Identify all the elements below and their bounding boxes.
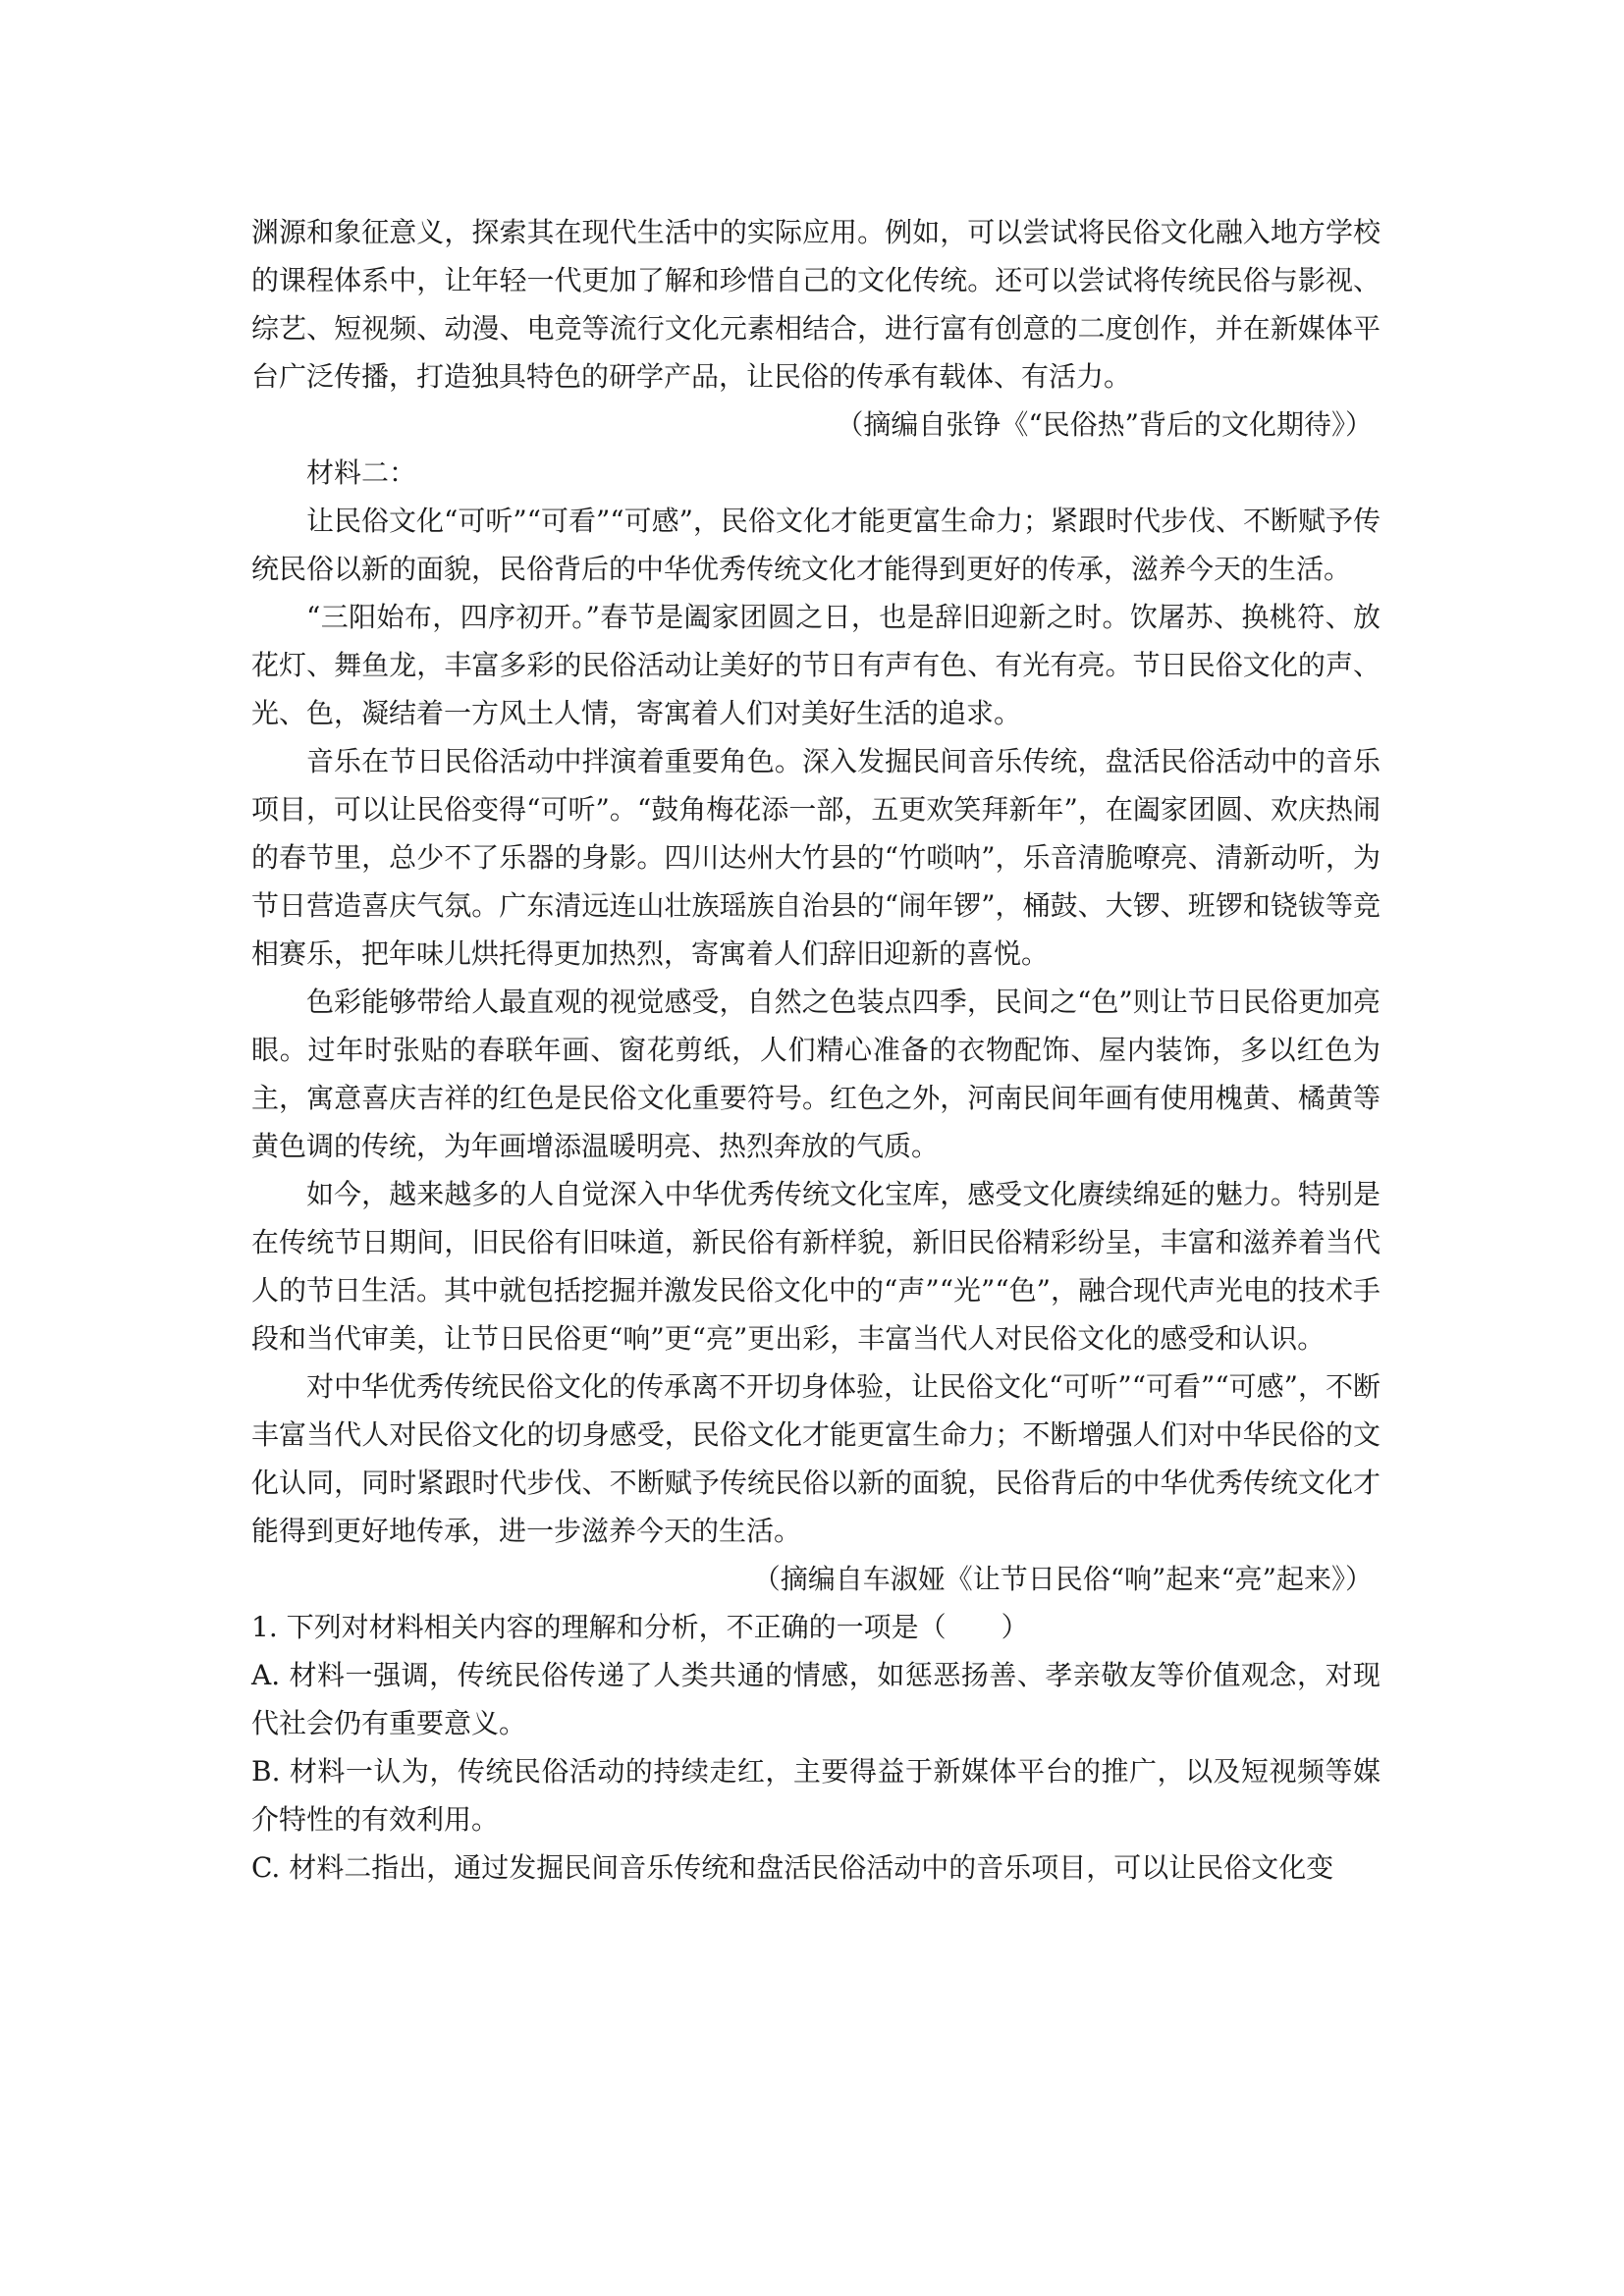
material2-paragraph: 音乐在节日民俗活动中拌演着重要角色。深入发掘民间音乐传统，盘活民俗活动中的音乐项目，可以让民俗变得“可听”。“鼓角梅花添一部，五更欢笑拜新年”，在阖家团圆、欢庆热闹的春节里，总少不了乐器的身影。四川达州大竹县的“竹唢呐”，乐音清脆嘹亮、清新动听，为节日营造喜庆气氛。广东清远连山壮族瑶族自治县的“闹年锣”，桶鼓、大锣、班锣和铙钹等竞相赛乐，把年味儿烘托得更加热烈，寄寓着人们辞旧迎新的喜悦。 xyxy=(251,745,1380,970)
material2-source: （摘编自车淑娅《让节日民俗“响”起来“亮”起来》） xyxy=(752,1563,1373,1595)
document-page xyxy=(251,208,1380,1892)
material1-source: （摘编自张铮《“民俗热”背后的文化期待》） xyxy=(836,408,1373,441)
question-1-option-c: C. 材料二指出，通过发掘民间音乐传统和盘活民俗活动中的音乐项目，可以让民俗文化变 xyxy=(251,1851,1334,1884)
question-1-option-b: B. 材料一认为，传统民俗活动的持续走红，主要得益于新媒体平台的推广，以及短视频等媒介特性的有效利用。 xyxy=(251,1755,1380,1836)
material2-heading: 材料二： xyxy=(306,456,417,489)
material2-paragraph: 色彩能够带给人最直观的视觉感受，自然之色装点四季，民间之“色”则让节日民俗更加亮眼。过年时张贴的春联年画、窗花剪纸，人们精心准备的衣物配饰、屋内装饰，多以红色为主，寓意喜庆吉祥的红色是民俗文化重要符号。红色之外，河南民间年画有使用槐黄、橘黄等黄色调的传统，为年画增添温暖明亮、热烈奔放的气质。 xyxy=(251,986,1380,1162)
question-1-stem: 1. 下列对材料相关内容的理解和分析，不正确的一项是（ ） xyxy=(251,1611,1029,1643)
material2-paragraph: “三阳始布，四序初开。”春节是阖家团圆之日，也是辞旧迎新之时。饮屠苏、换桃符、放花灯、舞鱼龙，丰富多彩的民俗活动让美好的节日有声有色、有光有亮。节日民俗文化的声、光、色，凝结着一方风土人情，寄寓着人们对美好生活的追求。 xyxy=(251,601,1380,729)
material2-paragraph: 让民俗文化“可听”“可看”“可感”，民俗文化才能更富生命力；紧跟时代步伐、不断赋予传统民俗以新的面貌，民俗背后的中华优秀传统文化才能得到更好的传承，滋养今天的生活。 xyxy=(251,505,1380,585)
question-1-option-a: A. 材料一强调，传统民俗传递了人类共通的情感，如惩恶扬善、孝亲敬友等价值观念，对现代社会仍有重要意义。 xyxy=(251,1659,1380,1739)
material2-paragraph: 对中华优秀传统民俗文化的传承离不开切身体验，让民俗文化“可听”“可看”“可感”，不断丰富当代人对民俗文化的切身感受，民俗文化才能更富生命力；不断增强人们对中华民俗的文化认同，同时紧跟时代步伐、不断赋予传统民俗以新的面貌，民俗背后的中华优秀传统文化才能得到更好地传承，进一步滋养今天的生活。 xyxy=(251,1370,1380,1547)
material2-paragraph: 如今，越来越多的人自觉深入中华优秀传统文化宝库，感受文化赓续绵延的魅力。特别是在传统节日期间，旧民俗有旧味道，新民俗有新样貌，新旧民俗精彩纷呈，丰富和滋养着当代人的节日生活。其中就包括挖掘并激发民俗文化中的“声”“光”“色”，融合现代声光电的技术手段和当代审美，让节日民俗更“响”更“亮”更出彩，丰富当代人对民俗文化的感受和认识。 xyxy=(251,1178,1380,1355)
material1-tail-paragraph: 渊源和象征意义，探索其在现代生活中的实际应用。例如，可以尝试将民俗文化融入地方学校的课程体系中，让年轻一代更加了解和珍惜自己的文化传统。还可以尝试将传统民俗与影视、综艺、短视频、动漫、电竞等流行文化元素相结合，进行富有创意的二度创作，并在新媒体平台广泛传播，打造独具特色的研学产品，让民俗的传承有载体、有活力。 xyxy=(251,216,1380,393)
